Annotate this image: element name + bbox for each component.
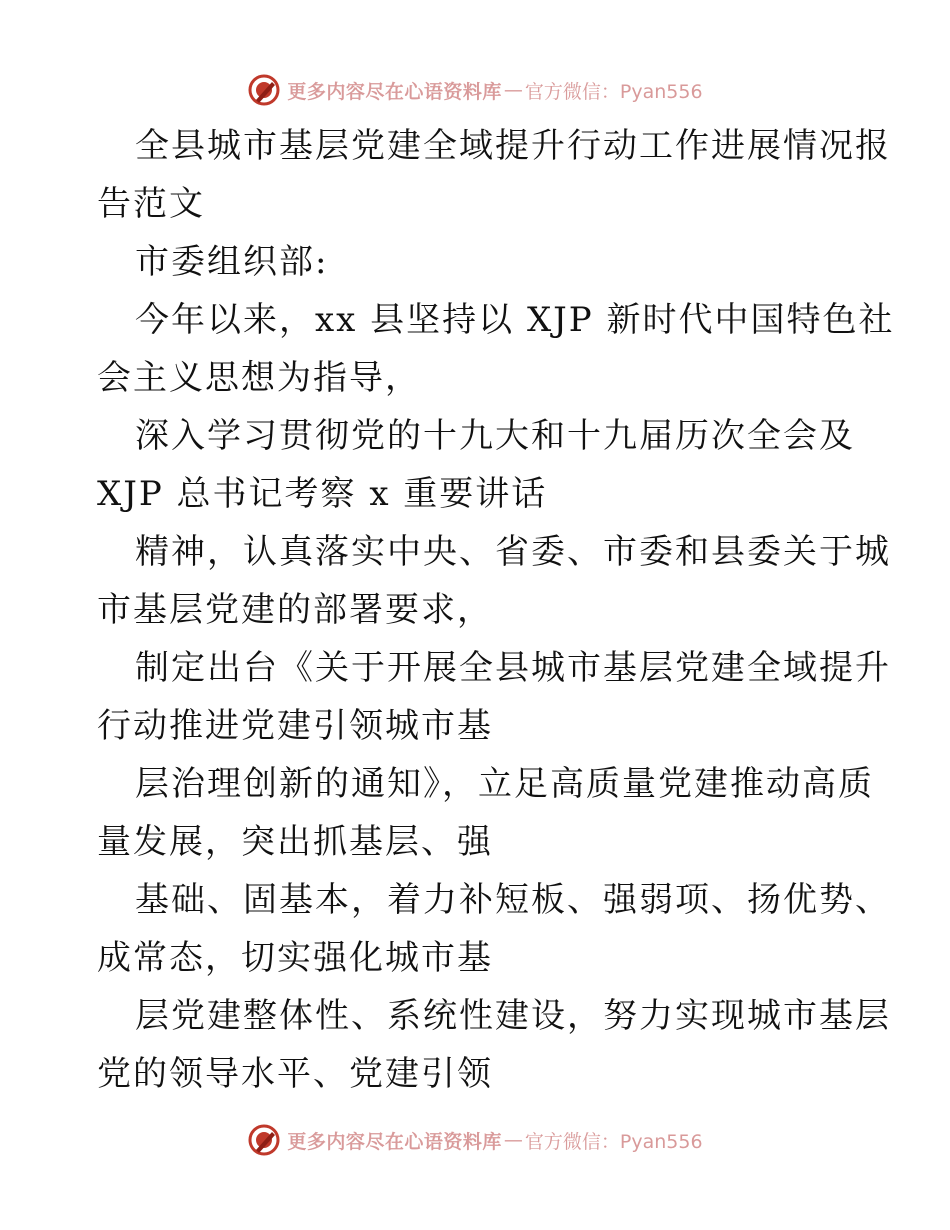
pen-logo-icon — [247, 1123, 281, 1157]
title-line-2: 告范文 — [97, 184, 205, 224]
title-line-1: 全县城市基层党建全域提升行动工作进展情况报 — [135, 126, 891, 166]
watermark-wechat-text: 官方微信：Pyan556 — [524, 1130, 703, 1153]
paragraph-line: 行动推进党建引领城市基 — [97, 706, 493, 746]
paragraph-line: 基础、固基本，着力补短板、强弱项、扬优势、 — [135, 880, 891, 920]
paragraph-line: 成常态，切实强化城市基 — [97, 938, 493, 978]
footer-watermark — [0, 1120, 950, 1160]
watermark-site-text: 更多内容尽在心语资料库 — [287, 80, 502, 103]
pen-logo-icon — [247, 73, 281, 107]
paragraph-line: 量发展，突出抓基层、强 — [97, 822, 493, 862]
watermark-wechat-text: 官方微信：Pyan556 — [524, 80, 703, 103]
paragraph-line: 市基层党建的部署要求， — [97, 590, 493, 630]
paragraph-line: 今年以来，xx 县坚持以 XJP 新时代中国特色社 — [135, 300, 895, 340]
document-body — [97, 117, 895, 1103]
watermark-separator: — — [503, 1129, 523, 1151]
paragraph-line: 层党建整体性、系统性建设，努力实现城市基层 — [135, 996, 891, 1036]
addressee: 市委组织部: — [135, 242, 329, 282]
paragraph-line: 会主义思想为指导， — [97, 358, 421, 398]
paragraph-line: XJP 总书记考察 x 重要讲话 — [97, 474, 548, 514]
paragraph-line: 党的领导水平、党建引领 — [97, 1054, 493, 1094]
paragraph-line: 深入学习贯彻党的十九大和十九届历次全会及 — [135, 416, 855, 456]
watermark-site-text: 更多内容尽在心语资料库 — [287, 1130, 502, 1153]
paragraph-line: 精神，认真落实中央、省委、市委和县委关于城 — [135, 532, 891, 572]
header-watermark — [0, 70, 950, 110]
paragraph-line: 层治理创新的通知》，立足高质量党建推动高质 — [135, 764, 874, 804]
paragraph-line: 制定出台《关于开展全县城市基层党建全域提升 — [135, 648, 891, 688]
watermark-separator: — — [503, 79, 523, 101]
